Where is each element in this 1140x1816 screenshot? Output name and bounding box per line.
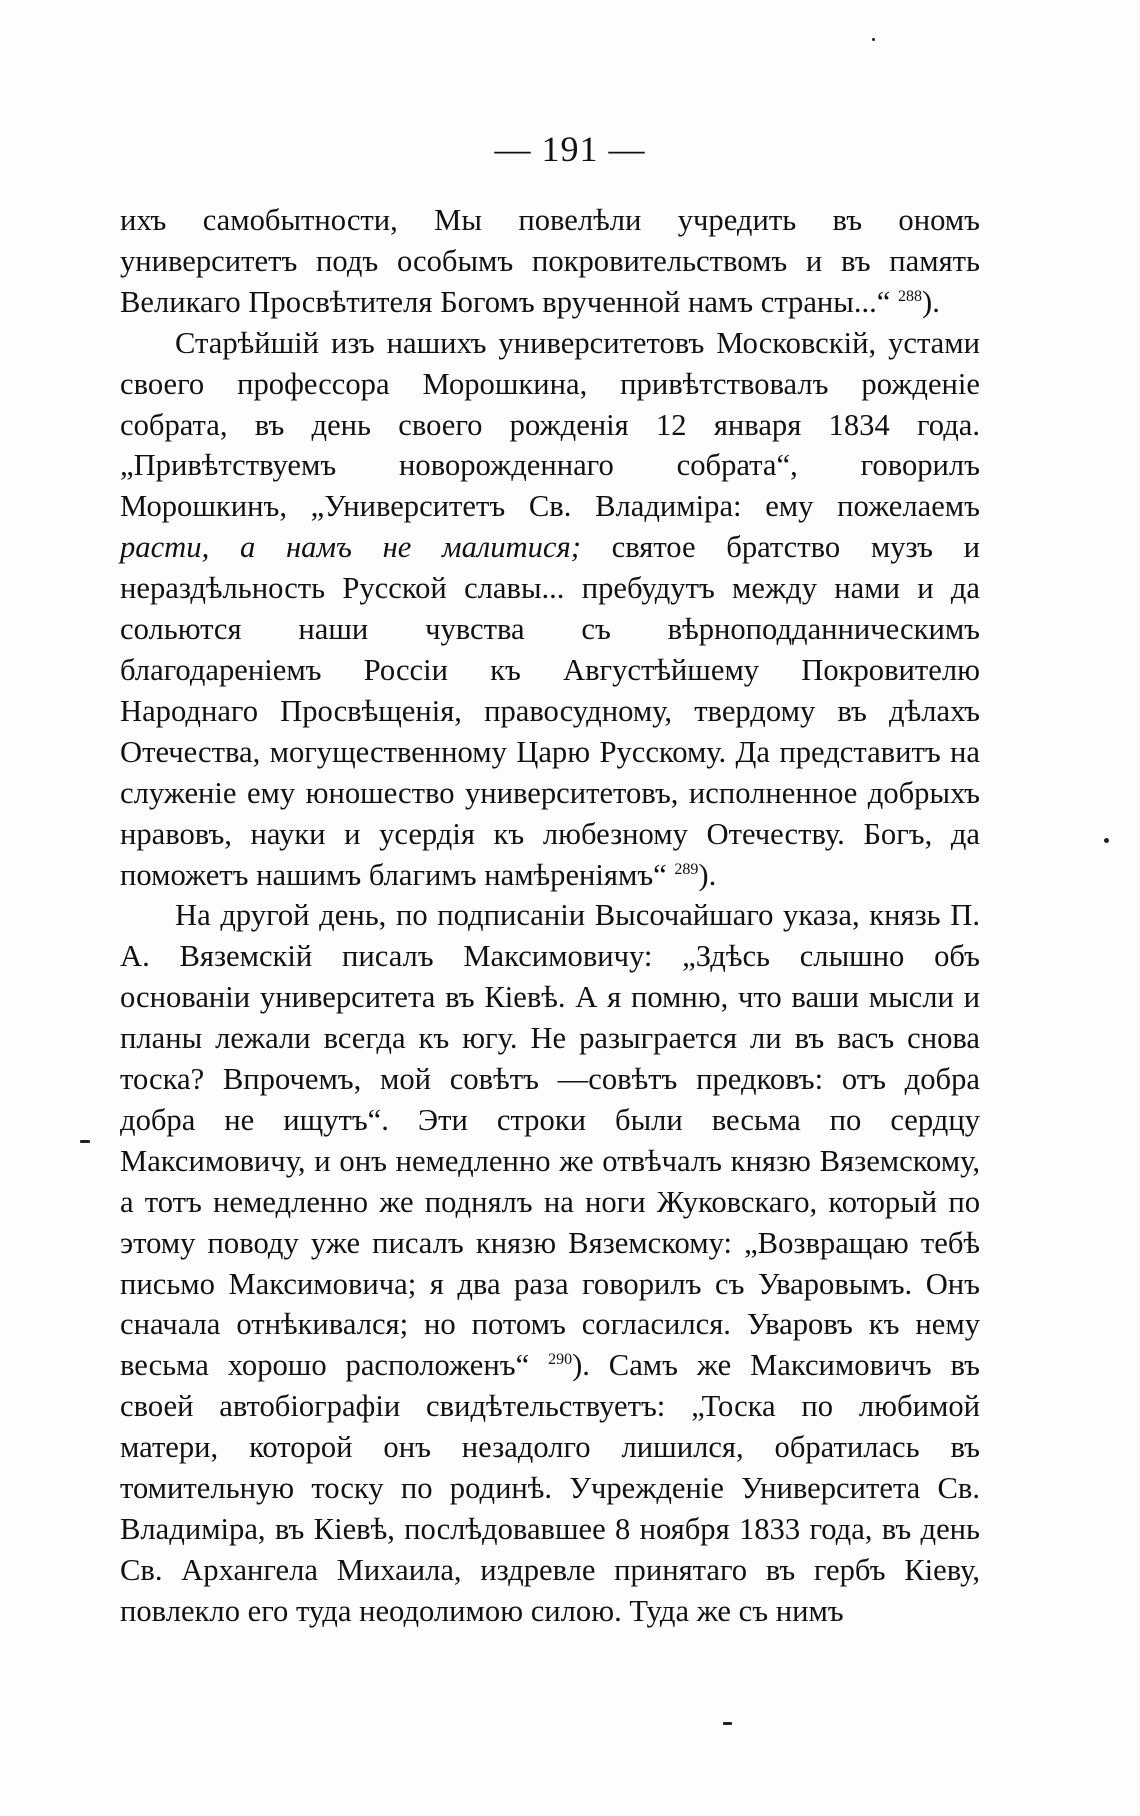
paragraph-1 — [120, 200, 980, 323]
paragraph-1-end: ). — [922, 284, 940, 319]
paragraph-3 — [120, 895, 980, 1631]
paragraph-3-text: На другой день, по подписаніи Высочайшаго указа, князь П. А. Вяземскій писалъ Максимовичу: „Здѣсь слышно объ основаніи университета въ Кіевѣ. А я помню, что ваши мысли и планы лежали всегда къ югу. Не разыграется ли въ васъ снова тоска? Впрочемъ, мой совѣтъ —совѣтъ предковъ: отъ добра добра не ищутъ“. Эти строки были весьма по сердцу Максимовичу, и онъ немедленно же отвѣчалъ князю Вяземскому, а тотъ немедленно же поднялъ на ноги Жуковскаго, который по этому поводу уже писалъ князю Вяземскому: „Возвращаю тебѣ письмо Максимовича; я два раза говорилъ съ Уваровымъ. Онъ сначала отнѣкивался; но потомъ согласился. Уваровъ къ нему весьма хорошо расположенъ“ — [120, 898, 980, 1383]
footnote-ref-289: 289 — [674, 860, 699, 878]
scan-speck — [872, 38, 875, 41]
paragraph-2 — [120, 323, 980, 896]
body-text — [120, 200, 980, 1632]
paragraph-2-continued: святое братство музъ и нераздѣльность Русской славы... пребудутъ между нами и да сольются наши чувства съ вѣрноподданническимъ благодареніемъ Россіи къ Августѣйшему Покровителю Народнаго Просвѣщенія, правосудному, твердому въ дѣлахъ Отечества, могущественному Царю Русскому. Да представитъ на служеніе ему юношество университетовъ, исполненное добрыхъ нравовъ, науки и усердія къ любезному Отечеству. Богъ, да поможетъ нашимъ благимъ намѣреніямъ“ — [120, 530, 981, 892]
scan-speck — [80, 1140, 90, 1143]
paragraph-1-text: ихъ самобытности, Мы повелѣли учредить въ ономъ университетъ подъ особымъ покровительствомъ и въ память Великаго Просвѣтителя Богомъ врученной намъ страны...“ — [120, 203, 980, 319]
page-number: — 191 — — [494, 129, 646, 169]
italic-phrase-2: а намъ не малитися; — [239, 530, 581, 565]
paragraph-2-text: Старѣйшій изъ нашихъ университетовъ Московскій, устами своего профессора Морошкина, привѣтствовалъ рожденіе собрата, въ день своего рожденія 12 января 1834 года. „Привѣтствуемъ новорожденнаго собрата“, говорилъ Морошкинъ, „Университетъ Св. Владиміра: ему пожелаемъ — [120, 325, 980, 524]
scan-speck — [1104, 838, 1109, 843]
footnote-ref-290: 290 — [548, 1351, 573, 1369]
paragraph-2-end: ). — [698, 857, 717, 892]
footnote-ref-288: 288 — [898, 287, 923, 305]
italic-phrase-1: расти, — [120, 530, 210, 565]
paragraph-3-continued: ). Самъ же Максимовичъ въ своей автобіографіи свидѣтельствуетъ: „Тоска по любимой матери, которой онъ незадолго лишился, обратилась въ томительную тоску по родинѣ. Учрежденіе Университета Св. Владиміра, въ Кіевѣ, послѣдовавшее 8 ноября 1833 года, въ день Св. Архангела Михаила, издревле принятаго въ гербъ Кіеву, повлекло его туда неодолимою силою. Туда же съ нимъ — [120, 1348, 980, 1628]
scan-speck — [723, 1722, 732, 1725]
